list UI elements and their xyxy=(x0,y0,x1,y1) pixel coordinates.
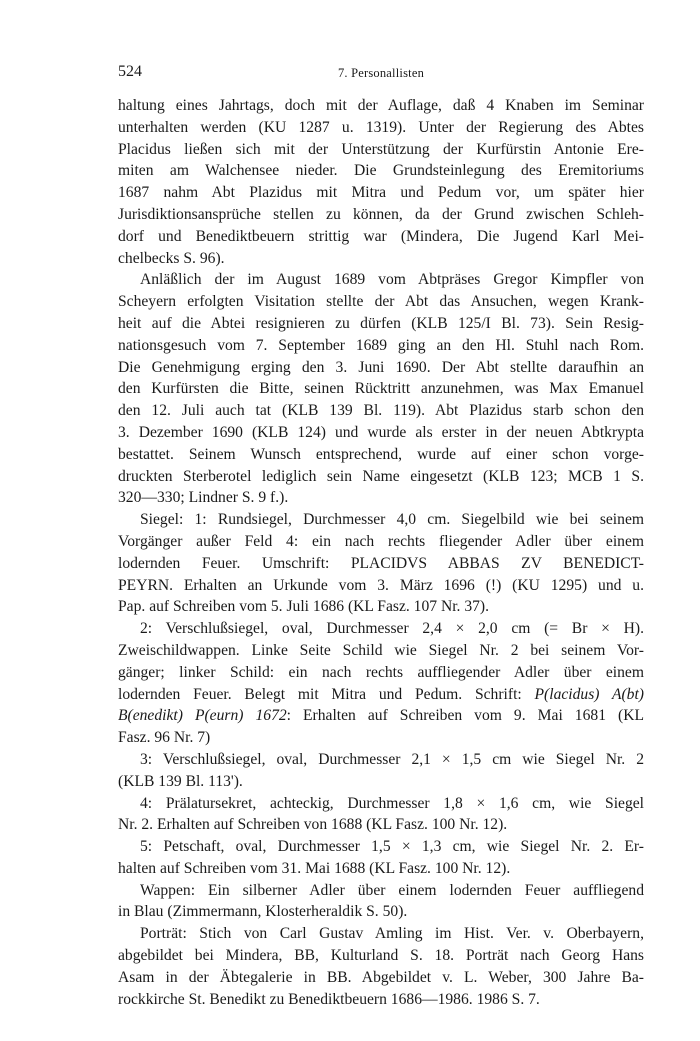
page-number: 524 xyxy=(118,63,142,80)
paragraph-seal-4 xyxy=(118,793,644,837)
paragraph-seal-3 xyxy=(118,749,644,793)
text-line-with-inscription xyxy=(118,705,644,727)
text-line: lodernden Feuer. Umschrift: PLACIDVS ABBAS ZV BENEDICT- xyxy=(118,554,644,572)
text-line: rockkirche St. Benedikt zu Benediktbeuern 1686—1986. 1986 S. 7. xyxy=(118,990,540,1008)
text-line: druckten Sterberotel lediglich sein Name eingesetzt (KLB 123; MCB 1 S. xyxy=(118,467,644,485)
text-line: nationsgesuch vom 7. September 1689 ging an den Hl. Stuhl nach Rom. xyxy=(118,336,644,354)
paragraph-resignation xyxy=(118,269,644,509)
text-line: Jurisdiktionsansprüche stellen zu können, da der Grund zwischen Schleh- xyxy=(118,205,644,223)
body-text xyxy=(118,95,644,1010)
text-line-with-inscription xyxy=(118,684,644,706)
page-header xyxy=(118,62,644,82)
paragraph-seal-5 xyxy=(118,836,644,880)
text-line: 1687 nahm Abt Plazidus mit Mitra und Pedum vor, um später hier xyxy=(118,184,644,202)
text-fragment: : Erhalten auf Schreiben vom 9. Mai 1681 (KL xyxy=(286,707,644,725)
text-line: den Kurfürsten die Bitte, seinen Rücktritt anzunehmen, was Max Emanuel xyxy=(118,380,644,398)
text-line: abgebildet bei Mindera, BB, Kulturland S. 18. Porträt nach Georg Hans xyxy=(118,947,644,965)
text-line: den 12. Juli auch tat (KLB 139 Bl. 119). Abt Plazidus starb schon den xyxy=(118,402,644,420)
text-line: Fasz. 96 Nr. 7) xyxy=(118,729,211,747)
text-line: Wappen: Ein silberner Adler über einem lodernden Feuer auffliegend xyxy=(140,881,644,899)
text-line: Placidus ließen sich mit der Unterstützung der Kurfürstin Antonie Ere- xyxy=(118,140,644,158)
text-line: 3. Dezember 1690 (KLB 124) und wurde als erster in der neuen Abtkrypta xyxy=(118,423,644,441)
paragraph-coat-of-arms xyxy=(118,880,644,924)
text-line: halten auf Schreiben vom 31. Mai 1688 (KL Fasz. 100 Nr. 12). xyxy=(118,859,511,877)
paragraph-abbey-history xyxy=(118,95,644,269)
paragraph-seal-1 xyxy=(118,509,644,618)
text-line: 3: Verschlußsiegel, oval, Durchmesser 2,1 × 1,5 cm wie Siegel Nr. 2 xyxy=(140,750,644,768)
text-line: 320—330; Lindner S. 9 f.). xyxy=(118,489,289,507)
text-line: (KLB 139 Bl. 113'). xyxy=(118,772,243,790)
text-line: Die Genehmigung erging den 3. Juni 1690. Der Abt stellte daraufhin an xyxy=(118,358,644,376)
text-line: Asam in der Äbtegalerie in BB. Abgebildet v. L. Weber, 300 Jahre Ba- xyxy=(118,968,644,986)
text-line: 2: Verschlußsiegel, oval, Durchmesser 2,4 × 2,0 cm (= Br × H). xyxy=(140,620,644,638)
text-line: Pap. auf Schreiben vom 5. Juli 1686 (KL Fasz. 107 Nr. 37). xyxy=(118,598,490,616)
text-line: Vorgänger außer Feld 4: ein nach rechts fliegender Adler über einem xyxy=(118,532,644,550)
text-line: Anläßlich der im August 1689 vom Abtpräses Gregor Kimpfler von xyxy=(140,271,644,289)
paragraph-portrait xyxy=(118,923,644,1010)
text-line: Nr. 2. Erhalten auf Schreiben von 1688 (KL Fasz. 100 Nr. 12). xyxy=(118,816,508,834)
seal-inscription-start: P(lacidus) A(bt) xyxy=(534,685,644,703)
running-title: 7. Personallisten xyxy=(337,66,425,80)
seal-inscription-end: B(enedikt) P(eurn) 1672 xyxy=(118,707,287,725)
paragraph-seal-2 xyxy=(118,618,644,749)
text-line: haltung eines Jahrtags, doch mit der Auflage, daß 4 Knaben im Seminar xyxy=(118,97,644,114)
text-line: gänger; linker Schild: ein nach rechts auffliegender Adler über einem xyxy=(118,663,644,681)
text-line: 5: Petschaft, oval, Durchmesser 1,5 × 1,3 cm, wie Siegel Nr. 2. Er- xyxy=(140,838,644,856)
text-line: 4: Prälatursekret, achteckig, Durchmesser 1,8 × 1,6 cm, wie Siegel xyxy=(140,794,644,812)
text-line: unterhalten werden (KU 1287 u. 1319). Unter der Regierung des Abtes xyxy=(118,118,644,136)
text-line: heit auf die Abtei resignieren zu dürfen (KLB 125/I Bl. 73). Sein Resig- xyxy=(118,314,644,332)
text-line: miten am Walchensee nieder. Die Grundsteinlegung des Eremitoriums xyxy=(118,162,644,180)
text-line: in Blau (Zimmermann, Klosterheraldik S. 50). xyxy=(118,903,408,921)
text-fragment: lodernden Feuer. Belegt mit Mitra und Pedum. Schrift: xyxy=(118,685,522,703)
text-line: Zweischildwappen. Linke Seite Schild wie Siegel Nr. 2 bei seinem Vor- xyxy=(118,641,644,659)
text-line: bestattet. Seinem Wunsch entsprechend, wurde auf einer schon vorge- xyxy=(118,445,644,463)
text-line: Scheyern erfolgten Visitation stellte der Abt das Ansuchen, wegen Krank- xyxy=(118,293,644,311)
text-line: dorf und Benediktbeuern strittig war (Mindera, Die Jugend Karl Mei- xyxy=(118,227,644,245)
text-line: PEYRN. Erhalten an Urkunde vom 3. März 1696 (!) (KU 1295) und u. xyxy=(118,576,644,594)
text-line: chelbecks S. 96). xyxy=(118,249,225,267)
text-line: Siegel: 1: Rundsiegel, Durchmesser 4,0 cm. Siegelbild wie bei seinem xyxy=(140,511,644,529)
text-line: Porträt: Stich von Carl Gustav Amling im Hist. Ver. v. Oberbayern, xyxy=(140,925,644,943)
